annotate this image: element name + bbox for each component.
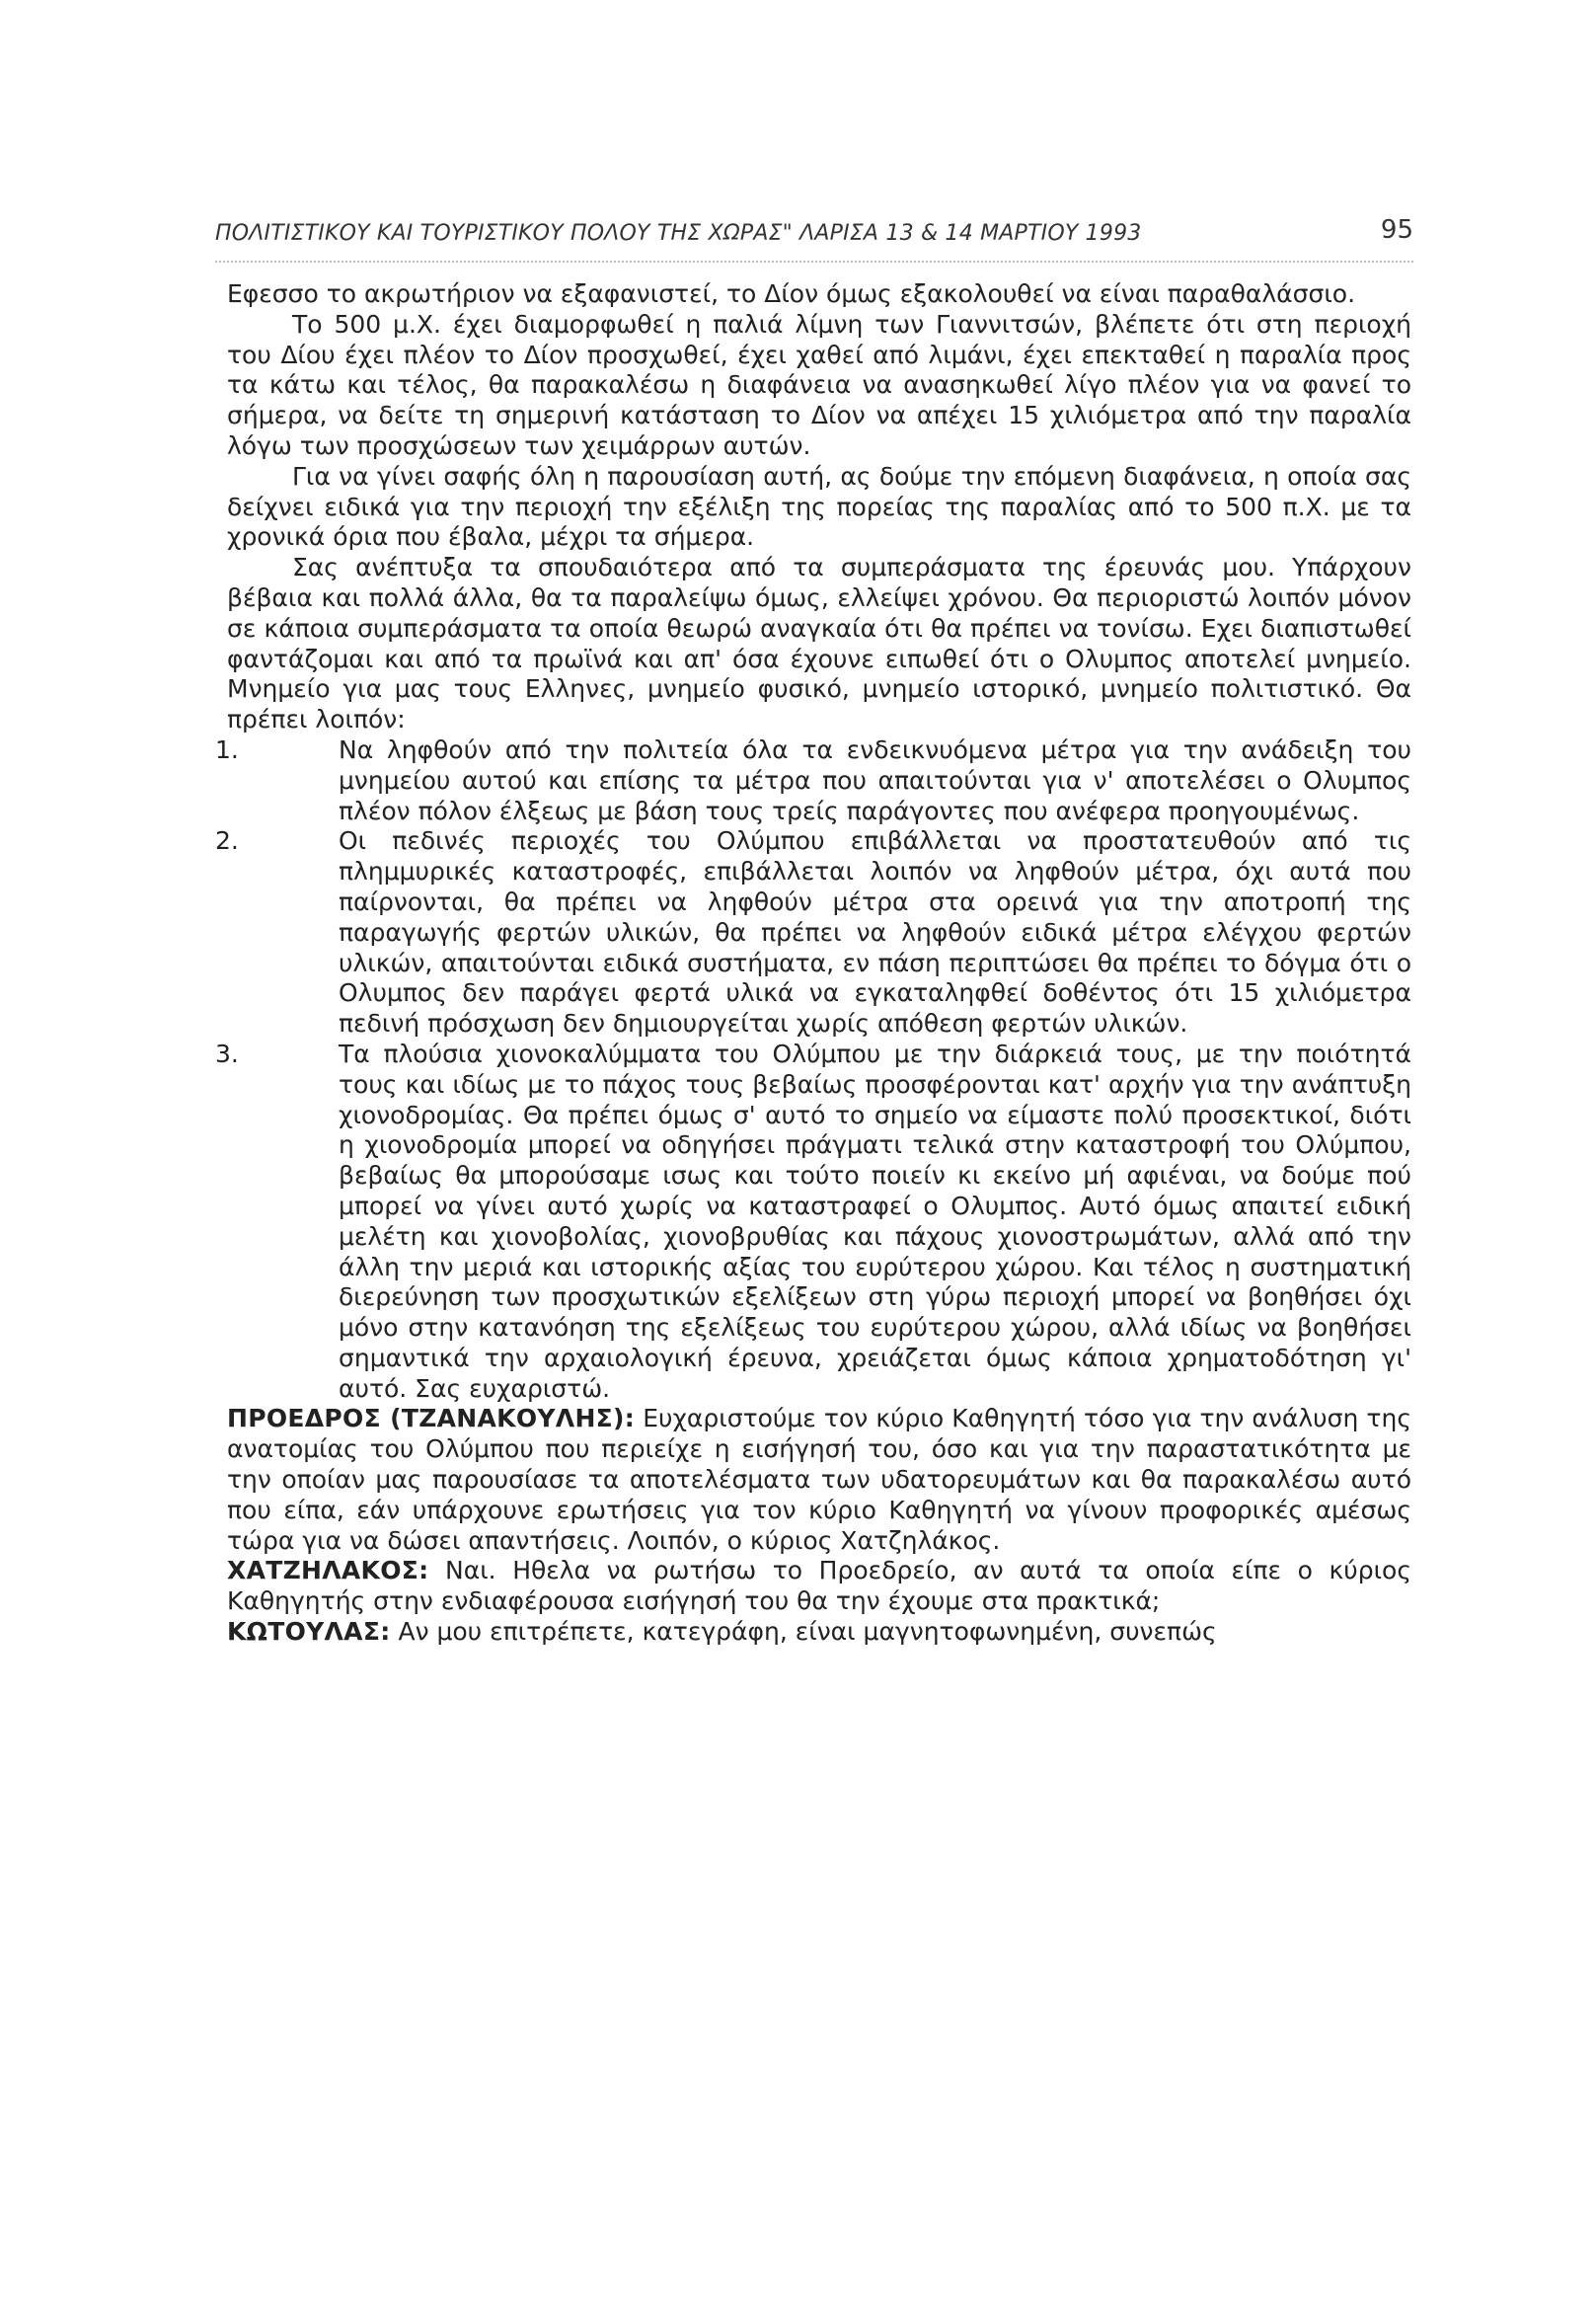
list-item-number: 3. (215, 1039, 239, 1068)
running-header (215, 213, 1413, 253)
speech-text: Ευχαριστούμε τον κύριο Καθηγητή τόσο για την ανάλυση της ανατομίας του Ολύμπου που περιείχε η εισήγησή του, όσο και για την παραστατικότητα με την οποίαν μας παρουσίασε τα αποτελέσματα των υδατορευμάτων και θα παρακαλέσω αυτό που είπα, εάν υπάρχουνε ερωτήσεις για τον κύριο Καθηγητή να γίνουν προφορικές αμέσως τώρα για να δώσει απαντήσεις. Λοιπόν, ο κύριος Χατζηλάκος. (227, 1404, 1411, 1555)
paragraph-1: Εφεσσο το ακρωτήριον να εξαφανιστεί, το Δίον όμως εξακολουθεί να είναι παραθαλάσσιο. (227, 279, 1356, 308)
list-item-text: Οι πεδινές περιοχές του Ολύμπου επιβάλλεται να προστατευθούν από τις πλημμυρικές καταστροφές, επιβάλλεται λοιπόν να ληφθούν μέτρα, όχι αυτά που παίρνονται, θα πρέπει να ληφθούν μέτρα στα ορεινά για την αποτροπή της παραγωγής φερτών υλικών, θα πρέπει να ληφθούν ειδικά μέτρα ελέγχου φερτών υλικών, απαιτούνται ειδικά συστήματα, εν πάση περιπτώσει θα πρέπει το δόγμα ότι ο Ολυμπος δεν παράγει φερτά υλικά να εγκαταληφθεί δοθέντος ότι 15 χιλιόμετρα πεδινή πρόσχωση δεν δημιουργείται χωρίς απόθεση φερτών υλικών. (339, 826, 1411, 1039)
speaker-name: ΧΑΤΖΗΛΑΚΟΣ: (227, 1556, 429, 1585)
speech-text: Αν μου επιτρέπετε, κατεγράφη, είναι μαγνητοφωνημένη, συνεπώς (390, 1617, 1217, 1647)
list-item-text: Να ληφθούν από την πολιτεία όλα τα ενδεικνυόμενα μέτρα για την ανάδειξη του μνημείου αυτού και επίσης τα μέτρα που απαιτούνται για ν' αποτελέσει ο Ολυμπος πλέον πόλον έλξεως με βάση τους τρείς παράγοντες που ανέφερα προηγουμένως. (339, 734, 1411, 825)
dialogue-president (227, 1404, 1411, 1556)
list-item (215, 734, 1411, 826)
list-item (215, 1039, 1411, 1405)
dialogue-kotoulas (227, 1617, 1411, 1648)
paragraph-2: Το 500 μ.Χ. έχει διαμορφωθεί η παλιά λίμνη των Γιαννιτσών, βλέπετε ότι στη περιοχή του Δίου έχει πλέον το Δίον προσχωθεί, έχει χαθεί από λιμάνι, έχει επεκταθεί η παραλία προς τα κάτω και τέλος, θα παρακαλέσω η διαφάνεια να ανασηκωθεί λίγο πλέον για να φανεί το σήμερα, να δείτε τη σημερινή κατάσταση το Δίον να απέχει 15 χιλιόμετρα από την παραλία λόγω των προσχώσεων των χειμάρρων αυτών. (227, 309, 1411, 460)
conclusions-list (215, 734, 1411, 1405)
speaker-name: ΚΩΤΟΥΛΑΣ: (227, 1617, 391, 1647)
page-number: 95 (1380, 215, 1413, 245)
list-item (215, 826, 1411, 1040)
header-title: ΠΟΛΙΤΙΣΤΙΚΟΥ ΚΑΙ ΤΟΥΡΙΣΤΙΚΟΥ ΠΟΛΟΥ ΤΗΣ ΧΩΡΑΣ" ΛΑΡΙΣΑ 13 & 14 ΜΑΡΤΙΟΥ 1993 (215, 221, 1142, 246)
header-divider (215, 261, 1413, 263)
body-text (215, 279, 1411, 1648)
list-item-text: Τα πλούσια χιονοκαλύμματα του Ολύμπου με την διάρκειά τους, με την ποιότητά τους και ιδίως με το πάχος τους βεβαίως προσφέρονται κατ' αρχήν για την ανάπτυξη χιονοδρομίας. Θα πρέπει όμως σ' αυτό το σημείο να είμαστε πολύ προσεκτικοί, διότι η χιονοδρομία μπορεί να οδηγήσει πράγματι τελικά στην καταστροφή του Ολύμπου, βεβαίως θα μπορούσαμε ισως και τούτο ποιείν κι εκείνο μή αφιέναι, να δούμε πού μπορεί να γίνει αυτό χωρίς να καταστραφεί ο Ολυμπος. Αυτό όμως απαιτεί ειδική μελέτη και χιονοβολίας, χιονοβρυθίας και πάχους χιονοστρωμάτων, αλλά από την άλλη την μεριά και ιστορικής αξίας του ευρύτερου χώρου. Και τέλος η συστηματική διερεύνηση των προσχωτικών εξελίξεων στη γύρω περιοχή μπορεί να βοηθήσει όχι μόνο στην κατανόηση της εξελίξεως του ευρύτερου χώρου, αλλά ιδίως να βοηθήσει σημαντικά την αρχαιολογική έρευνα, χρειάζεται όμως κάποια χρηματοδότηση γι' αυτό. Σας ευχαριστώ. (339, 1039, 1411, 1403)
dialogue-chatzilakos (227, 1556, 1411, 1617)
list-item-number: 2. (215, 826, 239, 856)
speech-text: Ναι. Ηθελα να ρωτήσω το Προεδρείο, αν αυτά τα οποία είπε ο κύριος Καθηγητής στην ενδιαφέρουσα εισήγησή του θα την έχουμε στα πρακτικά; (227, 1556, 1411, 1616)
speaker-name: ΠΡΟΕΔΡΟΣ (ΤΖΑΝΑΚΟΥΛΗΣ): (227, 1404, 636, 1433)
paragraph-4: Σας ανέπτυξα τα σπουδαιότερα από τα συμπεράσματα της έρευνάς μου. Υπάρχουν βέβαια και πολλά άλλα, θα τα παραλείψω όμως, ελλείψει χρόνου. Θα περιοριστώ λοιπόν μόνον σε κάποια συμπεράσματα τα οποία θεωρώ αναγκαία ότι θα πρέπει να τονίσω. Εχει διαπιστωθεί φαντάζομαι και από τα πρωϊνά και απ' όσα έχουνε ειπωθεί ότι ο Ολυμπος αποτελεί μνημείο. Μνημείο για μας τους Ελληνες, μνημείο φυσικό, μνημείο ιστορικό, μνημείο πολιτιστικό. Θα πρέπει λοιπόν: (227, 553, 1411, 734)
paragraph-3: Για να γίνει σαφής όλη η παρουσίαση αυτή, ας δούμε την επόμενη διαφάνεια, η οποία σας δείχνει ειδικά για την περιοχή την εξέλιξη της πορείας της παραλίας από το 500 π.Χ. με τα χρονικά όρια που έβαλα, μέχρι τα σήμερα. (227, 461, 1411, 552)
list-item-number: 1. (215, 734, 239, 764)
